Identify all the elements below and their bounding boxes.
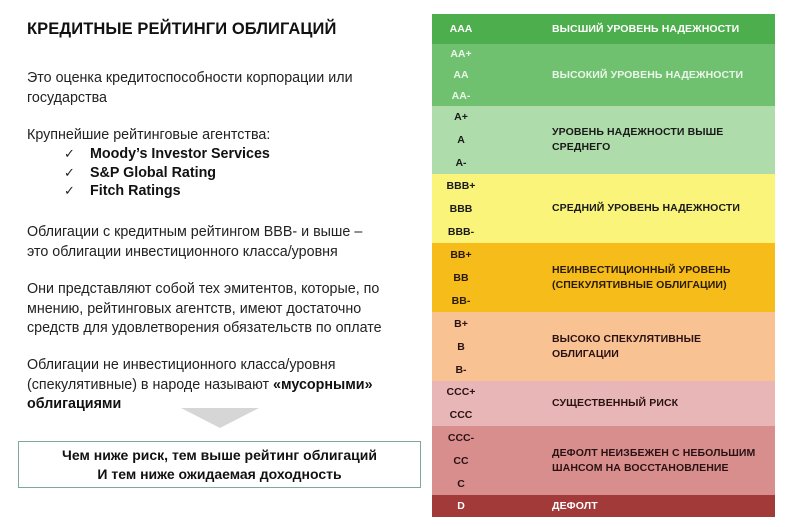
rating-description: СУЩЕСТВЕННЫЙ РИСК: [552, 397, 679, 409]
rating-description: ДЕФОЛТ: [552, 499, 598, 512]
rating-code: AA+: [450, 48, 472, 61]
junk-bonds-text: Облигации не инвестиционного класса/уровня (спекулятивные) в народе называют «мусорными» облигациями: [27, 357, 373, 412]
conclusion-box: Чем ниже риск, тем выше рейтинг облигаций И тем ниже ожидаемая доходность: [18, 441, 421, 488]
rating-codes: [432, 44, 490, 106]
rating-code: CCC+: [446, 386, 476, 399]
rating-description: СРЕДНИЙ УРОВЕНЬ НАДЕЖНОСТИ: [552, 202, 741, 214]
rating-code: A+: [454, 111, 468, 124]
rating-codes: [432, 14, 490, 44]
rating-group: [432, 495, 775, 517]
checkmark-icon: ✓: [64, 183, 75, 199]
rating-code: BBB-: [447, 225, 475, 238]
rating-group: [432, 14, 775, 44]
rating-description: ВЫСОКО СПЕКУЛЯТИВНЫЕ ОБЛИГАЦИИ: [552, 332, 702, 360]
rating-description: НЕИНВЕСТИЦИОННЫЙ УРОВЕНЬ (СПЕКУЛЯТИВНЫЕ ОБЛИГАЦИИ): [552, 263, 731, 291]
rating-group: [432, 312, 775, 381]
rating-description: УРОВЕНЬ НАДЕЖНОСТИ ВЫШЕ СРЕДНЕГО: [552, 126, 724, 153]
rating-codes: [432, 243, 490, 312]
rating-group: [432, 44, 775, 106]
rating-code: B-: [455, 363, 467, 376]
rating-codes: [432, 106, 490, 174]
rating-code: CCC: [449, 408, 473, 421]
agencies-list: [64, 145, 270, 201]
rating-code: BBB: [449, 202, 473, 215]
rating-code: A: [457, 133, 465, 146]
rating-code: B+: [454, 317, 468, 330]
rating-group: [432, 243, 775, 312]
agencies-heading: Крупнейшие рейтинговые агентства:: [27, 127, 271, 143]
definition-text: Это оценка кредитоспособности корпорации или государства: [27, 70, 353, 106]
rating-group: [432, 174, 775, 243]
checkmark-icon: ✓: [64, 146, 75, 161]
rating-codes: [432, 381, 490, 426]
list-item: ✓ Fitch Ratings: [64, 183, 181, 200]
down-arrow-icon: [181, 408, 259, 428]
rating-codes: [432, 426, 490, 495]
checkmark-icon: ✓: [64, 164, 75, 180]
rating-code: B: [457, 340, 465, 353]
page-title: КРЕДИТНЫЕ РЕЙТИНГИ ОБЛИГАЦИЙ: [27, 20, 337, 38]
rating-code: AAA: [449, 23, 473, 35]
rating-code: AA-: [451, 89, 471, 102]
rating-code: C: [457, 477, 465, 490]
rating-description: ВЫСОКИЙ УРОВЕНЬ НАДЕЖНОСТИ: [552, 68, 744, 81]
rating-code: BB-: [451, 294, 471, 307]
investment-grade-text: Облигации с кредитным рейтингом BBB- и выше – это облигации инвестиционного класса/уровня: [27, 224, 363, 260]
list-item: ✓ Moody’s Investor Services: [64, 146, 270, 162]
rating-description: ДЕФОЛТ НЕИЗБЕЖЕН С НЕБОЛЬШИМ ШАНСОМ НА ВОССТАНОВЛЕНИЕ: [552, 446, 756, 474]
rating-group: [432, 381, 775, 426]
rating-code: CC: [453, 454, 469, 467]
rating-group: [432, 426, 775, 495]
rating-code: CCC-: [447, 431, 475, 444]
list-item: ✓ S&P Global Rating: [64, 164, 217, 181]
rating-codes: [432, 495, 490, 517]
ratings-table: [432, 14, 775, 517]
rating-codes: [432, 174, 490, 243]
rating-group: [432, 106, 775, 174]
rating-code: BB: [453, 271, 469, 284]
rating-code: AA: [453, 68, 469, 81]
rating-codes: [432, 312, 490, 381]
issuers-text: Они представляют собой тех эмитентов, которые, по мнению, рейтинговых агентств, имеют достаточно средств для удовлетворения обязательств по оплате: [27, 281, 382, 336]
rating-code: BB+: [450, 248, 472, 261]
rating-code: BBB+: [446, 179, 476, 192]
rating-code: A-: [455, 156, 467, 169]
rating-description: ВЫСШИЙ УРОВЕНЬ НАДЕЖНОСТИ: [552, 22, 740, 35]
rating-code: D: [457, 500, 465, 512]
